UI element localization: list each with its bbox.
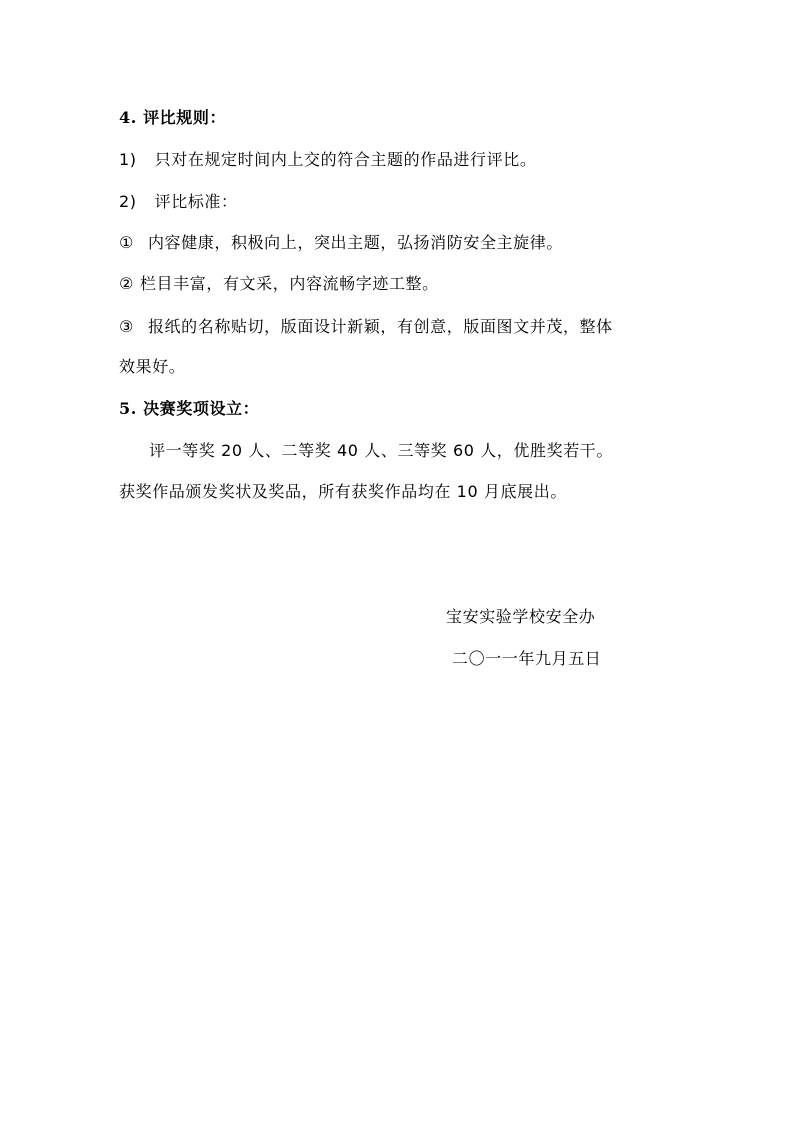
rule-2-text: 评比标准：	[154, 192, 238, 211]
circled-two-marker: ②	[119, 274, 134, 293]
rule-1-number: 1)	[119, 150, 137, 169]
section-4-heading: 4. 评比规则：	[119, 108, 227, 127]
rule-2	[119, 191, 238, 213]
criteria-item-2-text: 栏目丰富，有文采，内容流畅字迹工整。	[139, 274, 439, 293]
rule-1-text: 只对在规定时间内上交的符合主题的作品进行评比。	[154, 150, 537, 169]
criteria-item-1-text: 内容健康，积极向上，突出主题，弘扬消防安全主旋律。	[147, 233, 563, 252]
section-5-heading: 5. 决赛奖项设立：	[119, 399, 260, 418]
circled-three-marker: ③	[119, 317, 134, 336]
criteria-item-1	[119, 232, 563, 254]
signature-date: 二〇一一年九月五日	[452, 649, 602, 668]
awards-paragraph: 评一等奖 20 人、二等奖 40 人、三等奖 60 人，优胜奖若干。	[149, 441, 613, 460]
criteria-item-3	[119, 316, 613, 338]
criteria-item-3-continuation: 效果好。	[119, 357, 186, 376]
criteria-item-3-text: 报纸的名称贴切，版面设计新颖，有创意，版面图文并茂，整体	[147, 317, 613, 336]
rule-1	[119, 149, 536, 171]
rule-2-number: 2)	[119, 192, 137, 211]
display-paragraph: 获奖作品颁发奖状及奖品，所有获奖作品均在 10 月底展出。	[119, 482, 567, 501]
circled-one-marker: ①	[119, 233, 134, 252]
signature-organization: 宝安实验学校安全办	[446, 607, 596, 626]
criteria-item-2	[119, 273, 439, 295]
